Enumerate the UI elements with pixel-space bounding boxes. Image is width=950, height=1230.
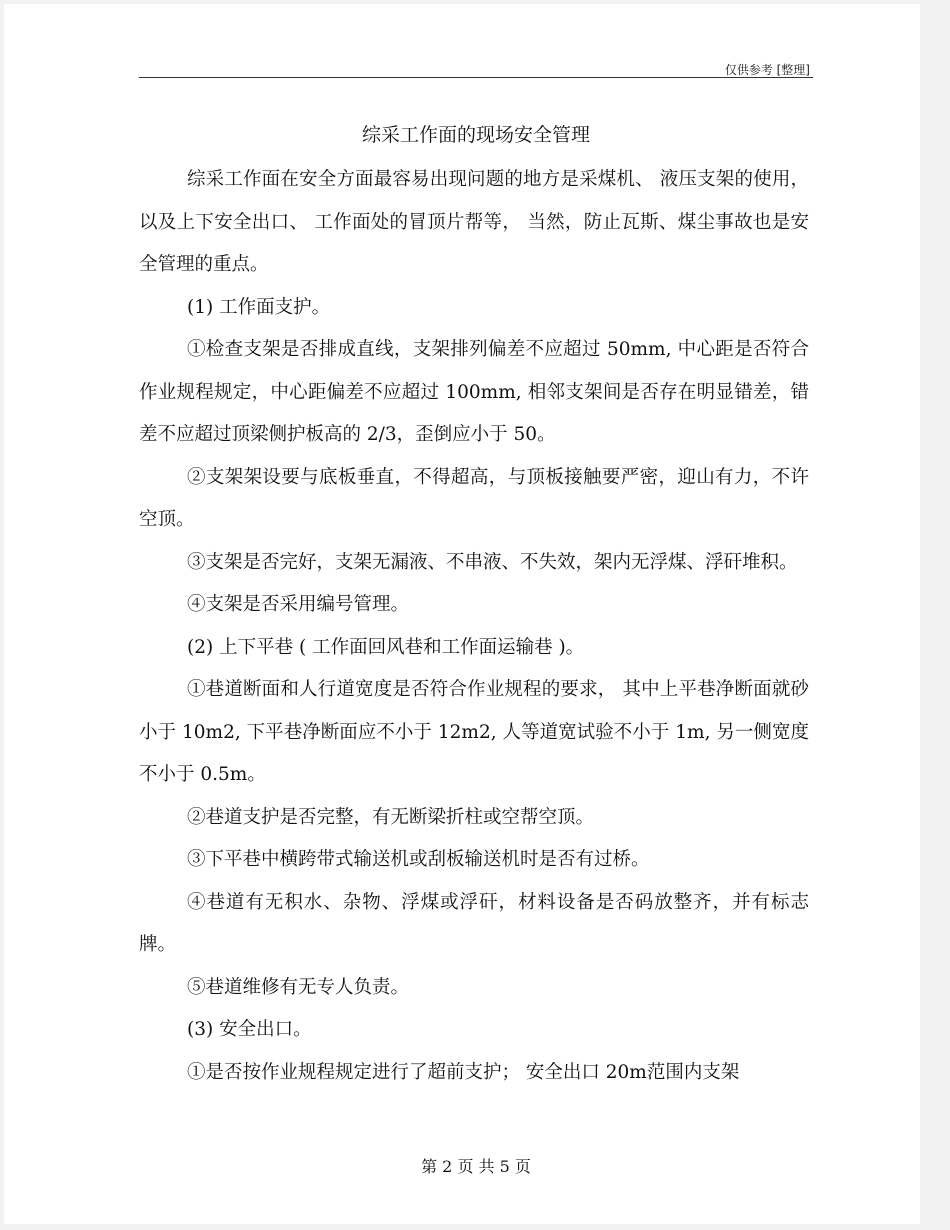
paragraph-roadway-1: ①巷道断面和人行道宽度是否符合作业规程的要求， 其中上平巷净断面就砂小于 10m2, 下平巷净断面应不小于 12m2, 人等道宽试验不小于 1m, 另一侧宽度不小于 0.5m。 bbox=[139, 679, 809, 785]
section-heading-exits: (3) 安全出口。 bbox=[187, 1019, 312, 1040]
paragraph-support-1: ①检查支架是否排成直线，支架排列偏差不应超过 50mm, 中心距是否符合作业规程规定，中心距偏差不应超过 100mm, 相邻支架间是否存在明显错差，错差不应超过顶梁侧护板高的 2/3，歪倒应小于 50。 bbox=[139, 339, 809, 445]
paragraph-roadway-3: ③下平巷中横跨带式输送机或刮板输送机时是否有过桥。 bbox=[187, 849, 650, 870]
header-divider bbox=[139, 77, 813, 78]
document-body bbox=[139, 159, 809, 1094]
paragraph-roadway-5: ⑤巷道维修有无专人负责。 bbox=[187, 976, 410, 998]
paragraph-support-2: ②支架架设要与底板垂直，不得超高，与顶板接触要严密，迎山有力，不许空顶。 bbox=[139, 466, 809, 530]
section-heading-roadways: (2) 上下平巷 ( 工作面回风巷和工作面运输巷 )。 bbox=[187, 636, 585, 658]
paragraph-roadway-4: ④巷道有无积水、杂物、浮煤或浮矸，材料设备是否码放整齐，并有标志牌。 bbox=[139, 891, 809, 955]
paragraph-exit-1: ①是否按作业规程规定进行了超前支护； 安全出口 20m范围内支架 bbox=[187, 1061, 740, 1083]
page-number: 第 2 页 共 5 页 bbox=[421, 1157, 531, 1176]
header-note: 仅供参考 [整理] bbox=[724, 63, 810, 77]
paragraph-support-3: ③支架是否完好，支架无漏液、不串液、不失效，架内无浮煤、浮矸堆积。 bbox=[187, 551, 798, 573]
document-page bbox=[4, 4, 920, 1224]
paragraph-intro: 综采工作面在安全方面最容易出现问题的地方是采煤机、 液压支架的使用，以及上下安全出口、 工作面处的冒顶片帮等， 当然，防止瓦斯、煤尘事故也是安全管理的重点。 bbox=[139, 169, 809, 275]
paragraph-support-4: ④支架是否采用编号管理。 bbox=[187, 594, 410, 615]
paragraph-roadway-2: ②巷道支护是否完整，有无断梁折柱或空帮空顶。 bbox=[187, 806, 595, 828]
section-heading-support: (1) 工作面支护。 bbox=[187, 296, 331, 318]
document-title: 综采工作面的现场安全管理 bbox=[361, 124, 590, 146]
